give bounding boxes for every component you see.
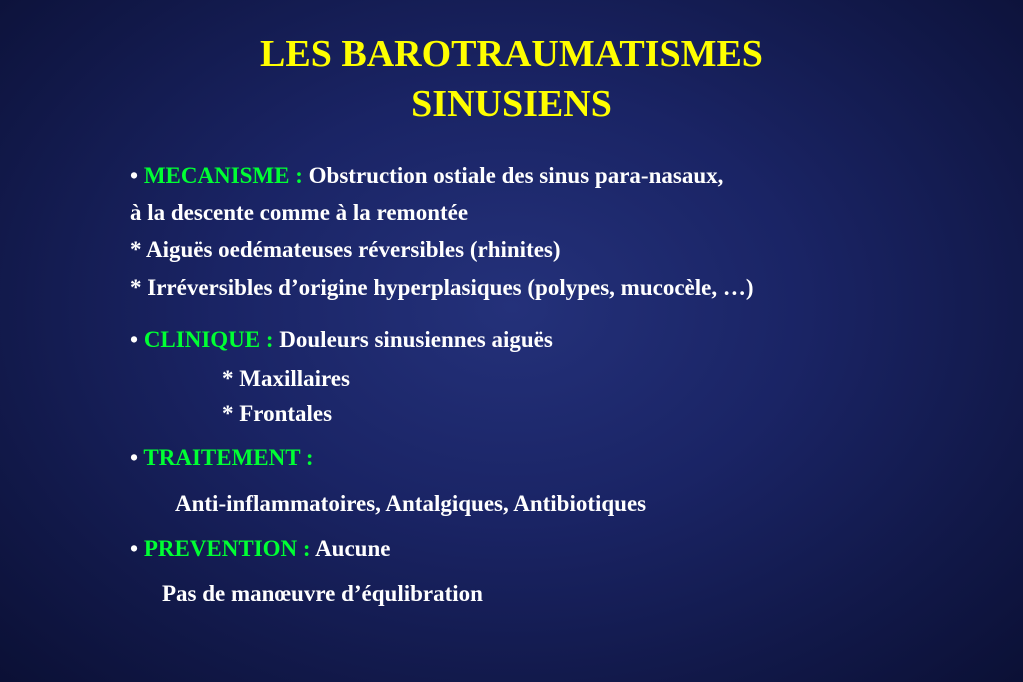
prevention-heading: [130, 535, 390, 563]
traitement-line: Anti-inflammatoires, Antalgiques, Antibiotiques: [175, 491, 647, 516]
traitement-label: TRAITEMENT :: [143, 445, 314, 470]
clinique-heading: [130, 326, 553, 354]
slide-title-line-2: SINUSIENS: [411, 83, 612, 125]
mecanisme-text: Obstruction ostiale des sinus para-nasaux,: [308, 163, 724, 188]
bullet-icon: •: [130, 445, 139, 470]
prevention-line: Pas de manœuvre d’équlibration: [162, 581, 483, 606]
bullet-icon: •: [130, 536, 139, 561]
prevention-label: PREVENTION :: [143, 536, 311, 561]
traitement-heading: [130, 444, 314, 472]
bullet-icon: •: [130, 163, 139, 188]
mecanisme-label: MECANISME :: [143, 163, 303, 188]
slide-title-line-1: LES BAROTRAUMATISMES: [260, 33, 763, 75]
clinique-line: * Maxillaires: [222, 366, 350, 391]
clinique-line: * Frontales: [222, 401, 333, 426]
mecanisme-line: à la descente comme à la remontée: [130, 200, 469, 225]
clinique-label: CLINIQUE :: [143, 327, 274, 352]
clinique-text: Douleurs sinusiennes aiguës: [279, 327, 553, 352]
mecanisme-line: * Aiguës oedémateuses réversibles (rhinites): [130, 237, 561, 262]
mecanisme-heading: [130, 162, 723, 190]
prevention-text: Aucune: [315, 536, 391, 561]
mecanisme-line: * Irréversibles d’origine hyperplasiques (polypes, mucocèle, …): [130, 275, 754, 300]
bullet-icon: •: [130, 327, 139, 352]
